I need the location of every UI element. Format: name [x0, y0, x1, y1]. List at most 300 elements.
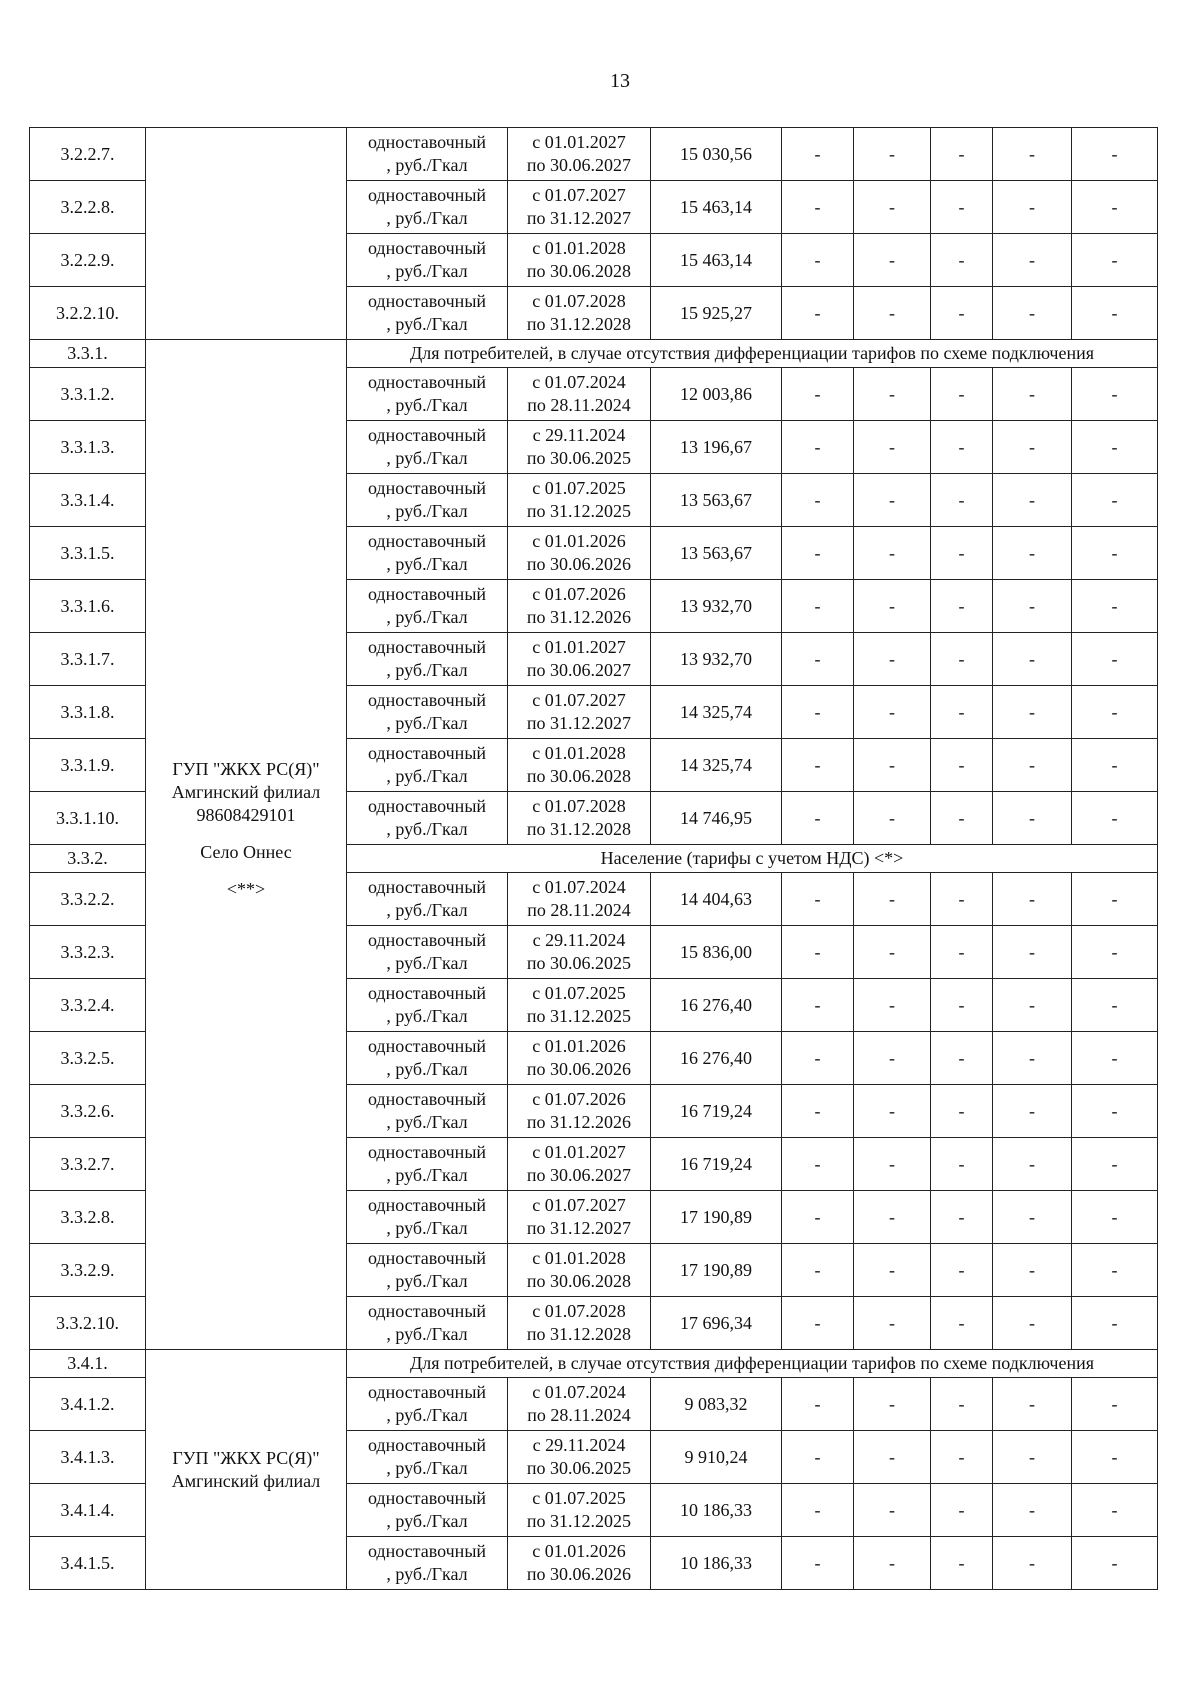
- empty-dash-cell: -: [931, 1191, 993, 1244]
- empty-dash-cell: -: [993, 1431, 1072, 1484]
- rate-type-line: одноставочный: [367, 1382, 487, 1402]
- empty-dash-cell: -: [854, 580, 931, 633]
- rate-type-line: одноставочный: [367, 185, 487, 205]
- empty-dash-cell: -: [931, 1032, 993, 1085]
- empty-dash-cell: -: [931, 1138, 993, 1191]
- gap: [146, 827, 346, 841]
- empty-dash-cell: -: [782, 1431, 854, 1484]
- rate-type-cell: [347, 686, 508, 739]
- period-to: по 30.06.2026: [526, 554, 632, 574]
- row-code: 3.3.1.2.: [30, 368, 146, 421]
- tariff-value: 15 836,00: [651, 926, 782, 979]
- tariff-value: 14 325,74: [651, 739, 782, 792]
- row-code: 3.2.2.8.: [30, 181, 146, 234]
- period-to: по 30.06.2027: [526, 660, 632, 680]
- empty-dash-cell: -: [993, 474, 1072, 527]
- tariff-value: 15 463,14: [651, 234, 782, 287]
- rate-type-cell: [347, 792, 508, 845]
- period-from: с 01.01.2028: [532, 1248, 626, 1268]
- empty-dash-cell: -: [854, 287, 931, 340]
- row-code: 3.3.1.3.: [30, 421, 146, 474]
- tariff-value: 14 325,74: [651, 686, 782, 739]
- empty-dash-cell: -: [782, 926, 854, 979]
- empty-dash-cell: -: [782, 792, 854, 845]
- rate-unit-line: , руб./Гкал: [386, 713, 468, 733]
- empty-dash-cell: -: [993, 527, 1072, 580]
- tariff-value: 14 746,95: [651, 792, 782, 845]
- table-row: [30, 128, 1158, 181]
- empty-dash-cell: -: [854, 1085, 931, 1138]
- empty-dash-cell: -: [993, 1085, 1072, 1138]
- empty-dash-cell: -: [993, 1378, 1072, 1431]
- empty-dash-cell: -: [1072, 181, 1158, 234]
- period-to: по 30.06.2025: [526, 953, 632, 973]
- empty-dash-cell: -: [782, 686, 854, 739]
- period-from: с 01.01.2028: [532, 743, 626, 763]
- rate-unit-line: , руб./Гкал: [386, 1218, 468, 1238]
- empty-dash-cell: -: [782, 421, 854, 474]
- period-from: с 01.01.2027: [532, 132, 626, 152]
- period-to: по 31.12.2025: [526, 1006, 632, 1026]
- period-to: по 30.06.2025: [526, 1458, 632, 1478]
- row-code: 3.3.2.2.: [30, 873, 146, 926]
- organization-inn: 98608429101: [196, 805, 296, 825]
- section-header-row: [30, 1350, 1158, 1378]
- empty-dash-cell: -: [782, 527, 854, 580]
- tariff-value: 13 932,70: [651, 633, 782, 686]
- rate-unit-line: , руб./Гкал: [386, 660, 468, 680]
- rate-unit-line: , руб./Гкал: [386, 1458, 468, 1478]
- period-from: с 01.07.2028: [532, 291, 626, 311]
- period-from: с 01.07.2026: [532, 1089, 626, 1109]
- tariff-value: 15 463,14: [651, 181, 782, 234]
- period-from: с 01.07.2025: [532, 1488, 626, 1508]
- period-cell: [508, 792, 651, 845]
- period-cell: [508, 1244, 651, 1297]
- period-cell: [508, 474, 651, 527]
- row-code: 3.2.2.9.: [30, 234, 146, 287]
- empty-dash-cell: -: [854, 1484, 931, 1537]
- period-from: с 01.07.2024: [532, 1382, 626, 1402]
- period-to: по 30.06.2025: [526, 448, 632, 468]
- gap: [146, 864, 346, 878]
- row-code: 3.3.1.7.: [30, 633, 146, 686]
- tariff-value: 17 190,89: [651, 1244, 782, 1297]
- organization-locality: Село Оннес: [200, 842, 292, 862]
- tariff-value: 9 910,24: [651, 1431, 782, 1484]
- row-code: 3.3.2.4.: [30, 979, 146, 1032]
- rate-type-cell: [347, 1085, 508, 1138]
- empty-dash-cell: -: [1072, 1378, 1158, 1431]
- empty-dash-cell: -: [993, 128, 1072, 181]
- empty-dash-cell: -: [854, 368, 931, 421]
- empty-dash-cell: -: [1072, 1244, 1158, 1297]
- rate-type-cell: [347, 926, 508, 979]
- period-to: по 30.06.2028: [526, 766, 632, 786]
- empty-dash-cell: -: [782, 580, 854, 633]
- empty-dash-cell: -: [993, 1138, 1072, 1191]
- empty-dash-cell: -: [854, 474, 931, 527]
- empty-dash-cell: -: [782, 633, 854, 686]
- rate-unit-line: , руб./Гкал: [386, 819, 468, 839]
- empty-dash-cell: -: [993, 234, 1072, 287]
- empty-dash-cell: -: [854, 686, 931, 739]
- empty-dash-cell: -: [931, 739, 993, 792]
- rate-type-cell: [347, 234, 508, 287]
- empty-dash-cell: -: [931, 1297, 993, 1350]
- organization-name: ГУП "ЖКХ РС(Я)": [172, 759, 320, 779]
- empty-dash-cell: -: [931, 128, 993, 181]
- empty-dash-cell: -: [993, 580, 1072, 633]
- empty-dash-cell: -: [854, 128, 931, 181]
- empty-dash-cell: -: [931, 181, 993, 234]
- row-code: 3.3.1.9.: [30, 739, 146, 792]
- rate-unit-line: , руб./Гкал: [386, 1405, 468, 1425]
- tariff-value: 13 563,67: [651, 474, 782, 527]
- empty-dash-cell: -: [1072, 1085, 1158, 1138]
- rate-type-line: одноставочный: [367, 478, 487, 498]
- empty-dash-cell: -: [1072, 128, 1158, 181]
- rate-unit-line: , руб./Гкал: [386, 501, 468, 521]
- rate-type-cell: [347, 1032, 508, 1085]
- row-code: 3.3.1.5.: [30, 527, 146, 580]
- rate-type-line: одноставочный: [367, 1488, 487, 1508]
- empty-dash-cell: -: [854, 421, 931, 474]
- empty-dash-cell: -: [782, 368, 854, 421]
- rate-type-line: одноставочный: [367, 291, 487, 311]
- rate-type-cell: [347, 633, 508, 686]
- row-code: 3.3.1.: [30, 340, 146, 368]
- rate-unit-line: , руб./Гкал: [386, 1165, 468, 1185]
- tariff-value: 10 186,33: [651, 1537, 782, 1590]
- period-from: с 01.07.2024: [532, 372, 626, 392]
- rate-type-line: одноставочный: [367, 690, 487, 710]
- rate-unit-line: , руб./Гкал: [386, 395, 468, 415]
- rate-unit-line: , руб./Гкал: [386, 1059, 468, 1079]
- empty-dash-cell: -: [854, 527, 931, 580]
- tariff-value: 15 925,27: [651, 287, 782, 340]
- period-to: по 30.06.2027: [526, 155, 632, 175]
- period-from: с 01.07.2026: [532, 584, 626, 604]
- tariff-value: 15 030,56: [651, 128, 782, 181]
- row-code: 3.4.1.: [30, 1350, 146, 1378]
- period-cell: [508, 1537, 651, 1590]
- period-to: по 30.06.2028: [526, 261, 632, 281]
- empty-dash-cell: -: [854, 181, 931, 234]
- rate-type-line: одноставочный: [367, 1195, 487, 1215]
- tariff-value: 17 190,89: [651, 1191, 782, 1244]
- empty-dash-cell: -: [1072, 1138, 1158, 1191]
- empty-dash-cell: -: [1072, 873, 1158, 926]
- row-code: 3.3.1.6.: [30, 580, 146, 633]
- row-code: 3.3.1.10.: [30, 792, 146, 845]
- tariff-value: 12 003,86: [651, 368, 782, 421]
- rate-type-cell: [347, 1297, 508, 1350]
- period-from: с 01.01.2026: [532, 531, 626, 551]
- period-to: по 30.06.2027: [526, 1165, 632, 1185]
- period-to: по 30.06.2026: [526, 1564, 632, 1584]
- rate-unit-line: , руб./Гкал: [386, 766, 468, 786]
- empty-dash-cell: -: [931, 792, 993, 845]
- rate-type-cell: [347, 527, 508, 580]
- rate-unit-line: , руб./Гкал: [386, 261, 468, 281]
- period-to: по 30.06.2028: [526, 1271, 632, 1291]
- empty-dash-cell: -: [993, 979, 1072, 1032]
- empty-dash-cell: -: [931, 1085, 993, 1138]
- rate-type-cell: [347, 580, 508, 633]
- period-from: с 01.07.2027: [532, 690, 626, 710]
- empty-dash-cell: -: [854, 1244, 931, 1297]
- organization-cell: [146, 128, 347, 340]
- empty-dash-cell: -: [1072, 1484, 1158, 1537]
- empty-dash-cell: -: [931, 527, 993, 580]
- period-to: по 28.11.2024: [527, 900, 631, 920]
- rate-type-line: одноставочный: [367, 930, 487, 950]
- tariff-value: 9 083,32: [651, 1378, 782, 1431]
- section-header-row: [30, 340, 1158, 368]
- empty-dash-cell: -: [993, 1297, 1072, 1350]
- period-from: с 01.01.2026: [532, 1541, 626, 1561]
- empty-dash-cell: -: [993, 421, 1072, 474]
- period-cell: [508, 287, 651, 340]
- row-code: 3.3.2.7.: [30, 1138, 146, 1191]
- empty-dash-cell: -: [931, 1431, 993, 1484]
- period-cell: [508, 1431, 651, 1484]
- period-from: с 01.07.2028: [532, 1301, 626, 1321]
- rate-type-line: одноставочный: [367, 372, 487, 392]
- org-spacer: [146, 340, 346, 758]
- organization-name: ГУП "ЖКХ РС(Я)": [172, 1447, 320, 1468]
- period-to: по 28.11.2024: [527, 395, 631, 415]
- rate-unit-line: , руб./Гкал: [386, 607, 468, 627]
- row-code: 3.2.2.10.: [30, 287, 146, 340]
- empty-dash-cell: -: [1072, 739, 1158, 792]
- empty-dash-cell: -: [782, 979, 854, 1032]
- rate-type-cell: [347, 1138, 508, 1191]
- empty-dash-cell: -: [854, 926, 931, 979]
- rate-unit-line: , руб./Гкал: [386, 1006, 468, 1026]
- row-code: 3.3.2.5.: [30, 1032, 146, 1085]
- empty-dash-cell: -: [854, 1191, 931, 1244]
- empty-dash-cell: -: [931, 873, 993, 926]
- row-code: 3.3.2.9.: [30, 1244, 146, 1297]
- organization-branch: Амгинский филиал: [171, 1470, 321, 1491]
- period-from: с 29.11.2024: [532, 930, 626, 950]
- rate-type-line: одноставочный: [367, 1248, 487, 1268]
- rate-type-cell: [347, 1191, 508, 1244]
- period-to: по 31.12.2025: [526, 1511, 632, 1531]
- empty-dash-cell: -: [931, 368, 993, 421]
- period-cell: [508, 926, 651, 979]
- period-from: с 01.01.2026: [532, 1036, 626, 1056]
- period-cell: [508, 739, 651, 792]
- period-from: с 01.01.2027: [532, 637, 626, 657]
- period-to: по 30.06.2026: [526, 1059, 632, 1079]
- empty-dash-cell: -: [1072, 1431, 1158, 1484]
- tariff-table-body: [30, 128, 1158, 1590]
- empty-dash-cell: -: [854, 234, 931, 287]
- empty-dash-cell: -: [1072, 1191, 1158, 1244]
- empty-dash-cell: -: [993, 1484, 1072, 1537]
- tariff-value: 17 696,34: [651, 1297, 782, 1350]
- period-cell: [508, 1297, 651, 1350]
- empty-dash-cell: -: [1072, 633, 1158, 686]
- empty-dash-cell: -: [782, 181, 854, 234]
- rate-type-cell: [347, 287, 508, 340]
- period-from: с 29.11.2024: [532, 1435, 626, 1455]
- organization-cell: [146, 340, 347, 1350]
- row-code: 3.4.1.4.: [30, 1484, 146, 1537]
- empty-dash-cell: -: [993, 792, 1072, 845]
- empty-dash-cell: -: [931, 1537, 993, 1590]
- empty-dash-cell: -: [854, 1431, 931, 1484]
- row-code: 3.3.2.8.: [30, 1191, 146, 1244]
- period-cell: [508, 686, 651, 739]
- period-to: по 31.12.2028: [526, 819, 632, 839]
- empty-dash-cell: -: [782, 873, 854, 926]
- empty-dash-cell: -: [1072, 474, 1158, 527]
- period-cell: [508, 1191, 651, 1244]
- empty-dash-cell: -: [931, 474, 993, 527]
- period-to: по 31.12.2027: [526, 713, 632, 733]
- empty-dash-cell: -: [931, 979, 993, 1032]
- period-from: с 01.07.2027: [532, 1195, 626, 1215]
- period-cell: [508, 234, 651, 287]
- rate-unit-line: , руб./Гкал: [386, 953, 468, 973]
- rate-unit-line: , руб./Гкал: [386, 1271, 468, 1291]
- tariff-value: 14 404,63: [651, 873, 782, 926]
- period-to: по 31.12.2026: [526, 607, 632, 627]
- period-cell: [508, 1085, 651, 1138]
- empty-dash-cell: -: [931, 1378, 993, 1431]
- period-to: по 28.11.2024: [527, 1405, 631, 1425]
- period-to: по 31.12.2028: [526, 314, 632, 334]
- period-cell: [508, 1032, 651, 1085]
- rate-type-line: одноставочный: [367, 743, 487, 763]
- period-to: по 31.12.2027: [526, 208, 632, 228]
- row-code: 3.3.2.10.: [30, 1297, 146, 1350]
- rate-type-cell: [347, 474, 508, 527]
- empty-dash-cell: -: [854, 1537, 931, 1590]
- period-cell: [508, 181, 651, 234]
- row-code: 3.3.2.: [30, 845, 146, 873]
- empty-dash-cell: -: [931, 633, 993, 686]
- rate-unit-line: , руб./Гкал: [386, 1112, 468, 1132]
- empty-dash-cell: -: [993, 1244, 1072, 1297]
- empty-dash-cell: -: [782, 234, 854, 287]
- tariff-value: 13 563,67: [651, 527, 782, 580]
- rate-type-cell: [347, 1431, 508, 1484]
- empty-dash-cell: -: [782, 287, 854, 340]
- empty-dash-cell: -: [931, 287, 993, 340]
- empty-dash-cell: -: [993, 1032, 1072, 1085]
- rate-unit-line: , руб./Гкал: [386, 1324, 468, 1344]
- period-from: с 01.07.2028: [532, 796, 626, 816]
- rate-type-line: одноставочный: [367, 1435, 487, 1455]
- empty-dash-cell: -: [1072, 580, 1158, 633]
- rate-type-cell: [347, 979, 508, 1032]
- period-cell: [508, 1484, 651, 1537]
- row-code: 3.3.2.6.: [30, 1085, 146, 1138]
- empty-dash-cell: -: [854, 1138, 931, 1191]
- empty-dash-cell: -: [1072, 368, 1158, 421]
- period-cell: [508, 527, 651, 580]
- rate-unit-line: , руб./Гкал: [386, 1564, 468, 1584]
- tariff-value: 13 932,70: [651, 580, 782, 633]
- empty-dash-cell: -: [1072, 1297, 1158, 1350]
- rate-type-line: одноставочный: [367, 425, 487, 445]
- organization-cell: [146, 1350, 347, 1590]
- rate-type-cell: [347, 1484, 508, 1537]
- rate-type-cell: [347, 1244, 508, 1297]
- empty-dash-cell: -: [1072, 287, 1158, 340]
- empty-dash-cell: -: [782, 1138, 854, 1191]
- empty-dash-cell: -: [854, 873, 931, 926]
- rate-type-cell: [347, 739, 508, 792]
- empty-dash-cell: -: [931, 421, 993, 474]
- rate-unit-line: , руб./Гкал: [386, 1511, 468, 1531]
- row-code: 3.4.1.3.: [30, 1431, 146, 1484]
- empty-dash-cell: -: [782, 1378, 854, 1431]
- empty-dash-cell: -: [931, 686, 993, 739]
- empty-dash-cell: -: [993, 287, 1072, 340]
- period-cell: [508, 1138, 651, 1191]
- period-from: с 01.01.2027: [532, 1142, 626, 1162]
- empty-dash-cell: -: [1072, 421, 1158, 474]
- empty-dash-cell: -: [931, 1484, 993, 1537]
- period-from: с 01.07.2024: [532, 877, 626, 897]
- tariff-value: 16 719,24: [651, 1138, 782, 1191]
- empty-dash-cell: -: [993, 368, 1072, 421]
- empty-dash-cell: -: [854, 1378, 931, 1431]
- empty-dash-cell: -: [931, 1244, 993, 1297]
- rate-type-cell: [347, 128, 508, 181]
- empty-dash-cell: -: [993, 1191, 1072, 1244]
- rate-type-line: одноставочный: [367, 1541, 487, 1561]
- rate-type-cell: [347, 1537, 508, 1590]
- empty-dash-cell: -: [1072, 1032, 1158, 1085]
- rate-unit-line: , руб./Гкал: [386, 155, 468, 175]
- period-cell: [508, 368, 651, 421]
- period-from: с 01.07.2025: [532, 983, 626, 1003]
- rate-type-line: одноставочный: [367, 1301, 487, 1321]
- rate-type-cell: [347, 368, 508, 421]
- rate-unit-line: , руб./Гкал: [386, 314, 468, 334]
- tariff-value: 16 276,40: [651, 979, 782, 1032]
- empty-dash-cell: -: [1072, 527, 1158, 580]
- period-from: с 01.01.2028: [532, 238, 626, 258]
- empty-dash-cell: -: [1072, 686, 1158, 739]
- empty-dash-cell: -: [782, 1085, 854, 1138]
- rate-type-line: одноставочный: [367, 637, 487, 657]
- empty-dash-cell: -: [931, 580, 993, 633]
- empty-dash-cell: -: [854, 739, 931, 792]
- empty-dash-cell: -: [854, 1297, 931, 1350]
- tariff-value: 16 276,40: [651, 1032, 782, 1085]
- empty-dash-cell: -: [1072, 926, 1158, 979]
- period-from: с 29.11.2024: [532, 425, 626, 445]
- rate-unit-line: , руб./Гкал: [386, 448, 468, 468]
- empty-dash-cell: -: [1072, 1537, 1158, 1590]
- rate-type-line: одноставочный: [367, 132, 487, 152]
- empty-dash-cell: -: [993, 686, 1072, 739]
- rate-type-line: одноставочный: [367, 877, 487, 897]
- empty-dash-cell: -: [931, 234, 993, 287]
- rate-type-line: одноставочный: [367, 983, 487, 1003]
- tariff-value: 16 719,24: [651, 1085, 782, 1138]
- empty-dash-cell: -: [854, 1032, 931, 1085]
- empty-dash-cell: -: [782, 128, 854, 181]
